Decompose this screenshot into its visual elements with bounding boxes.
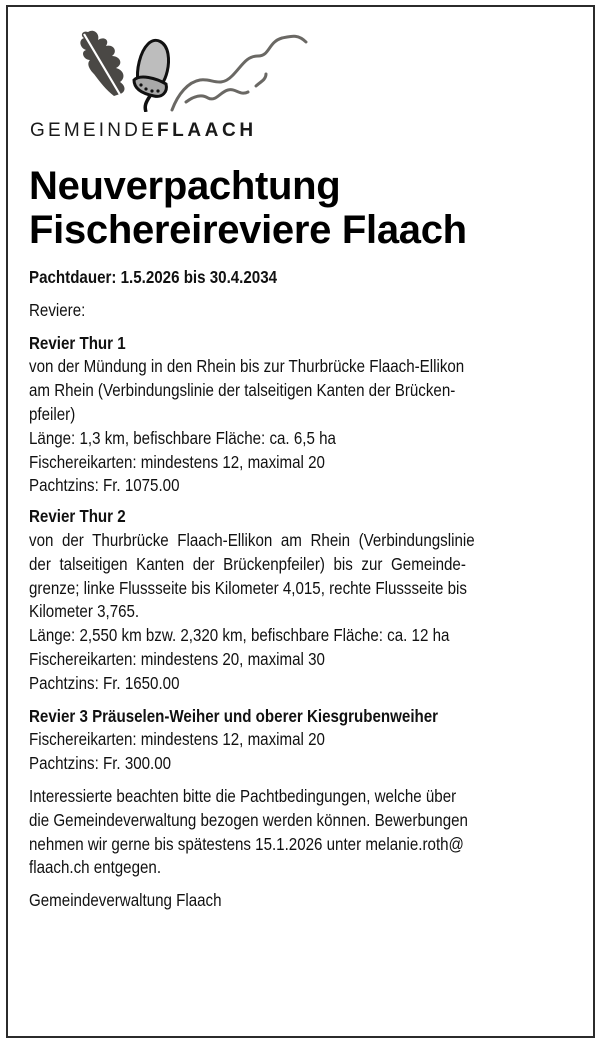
district-heading: Revier 3 Präuselen-Weiher und oberer Kiesgrubenweiher [29, 705, 439, 726]
notice-body-inner [29, 266, 574, 913]
notice-line: flaach.ch entgegen. [29, 857, 162, 878]
district-description-line: Kilometer 3,765. [29, 601, 140, 622]
municipality-logo [70, 22, 320, 112]
district-description-line: pfeiler) [29, 403, 76, 424]
district-heading: Revier Thur 2 [29, 506, 126, 527]
acorn-icon [134, 40, 169, 112]
district-thur-2 [29, 505, 574, 695]
title-line-2: Fischereireviere Flaach [29, 208, 467, 252]
district-licenses: Fischereikarten: mindestens 12, maximal 20 [29, 451, 325, 472]
notice-line: nehmen wir gerne bis spätestens 15.1.2026 unter melanie.roth@ [29, 833, 464, 854]
district-length: Länge: 2,550 km bzw. 2,320 km, befischbare Fläche: ca. 12 ha [29, 625, 450, 646]
notice-line: Interessierte beachten bitte die Pachtbedingungen, welche über [29, 785, 457, 806]
oak-leaf-icon [80, 31, 124, 98]
wordmark-gemeinde: GEMEINDE [30, 120, 157, 141]
river-waves-icon [172, 36, 306, 110]
district-rent: Pachtzins: Fr. 1650.00 [29, 672, 180, 693]
signature: Gemeindeverwaltung Flaach [29, 890, 222, 911]
district-description-line: grenze; linke Flussseite bis Kilometer 4,015, rechte Flussseite bis [29, 577, 467, 598]
municipality-wordmark [30, 120, 257, 142]
district-description-line: von der Mündung in den Rhein bis zur Thurbrücke Flaach-Ellikon [29, 356, 465, 377]
districts-label: Reviere: [29, 299, 86, 320]
application-notice [29, 785, 574, 880]
lease-period: Pachtdauer: 1.5.2026 bis 30.4.2034 [29, 267, 278, 287]
district-heading: Revier Thur 1 [29, 332, 126, 353]
district-licenses: Fischereikarten: mindestens 20, maximal 30 [29, 648, 325, 669]
page-title [29, 164, 467, 252]
district-description-line: am Rhein (Verbindungslinie der talseitigen Kanten der Brücken- [29, 380, 456, 401]
district-rent: Pachtzins: Fr. 1075.00 [29, 475, 180, 496]
wordmark-flaach: FLAACH [156, 120, 257, 141]
district-licenses: Fischereikarten: mindestens 12, maximal 20 [29, 729, 325, 750]
district-length: Länge: 1,3 km, befischbare Fläche: ca. 6,5 ha [29, 427, 336, 448]
district-description-line: von der Thurbrücke Flaach-Ellikon am Rhein (Verbindungslinie [29, 529, 475, 550]
district-thur-1 [29, 332, 574, 499]
district-description-line: der talseitigen Kanten der Brückenpfeiler) bis zur Gemeinde- [29, 553, 466, 574]
district-3-ponds [29, 705, 574, 776]
district-rent: Pachtzins: Fr. 300.00 [29, 753, 172, 774]
notice-body [29, 266, 574, 913]
notice-line: die Gemeindeverwaltung bezogen werden können. Bewerbungen [29, 809, 468, 830]
title-line-1: Neuverpachtung [29, 164, 341, 208]
